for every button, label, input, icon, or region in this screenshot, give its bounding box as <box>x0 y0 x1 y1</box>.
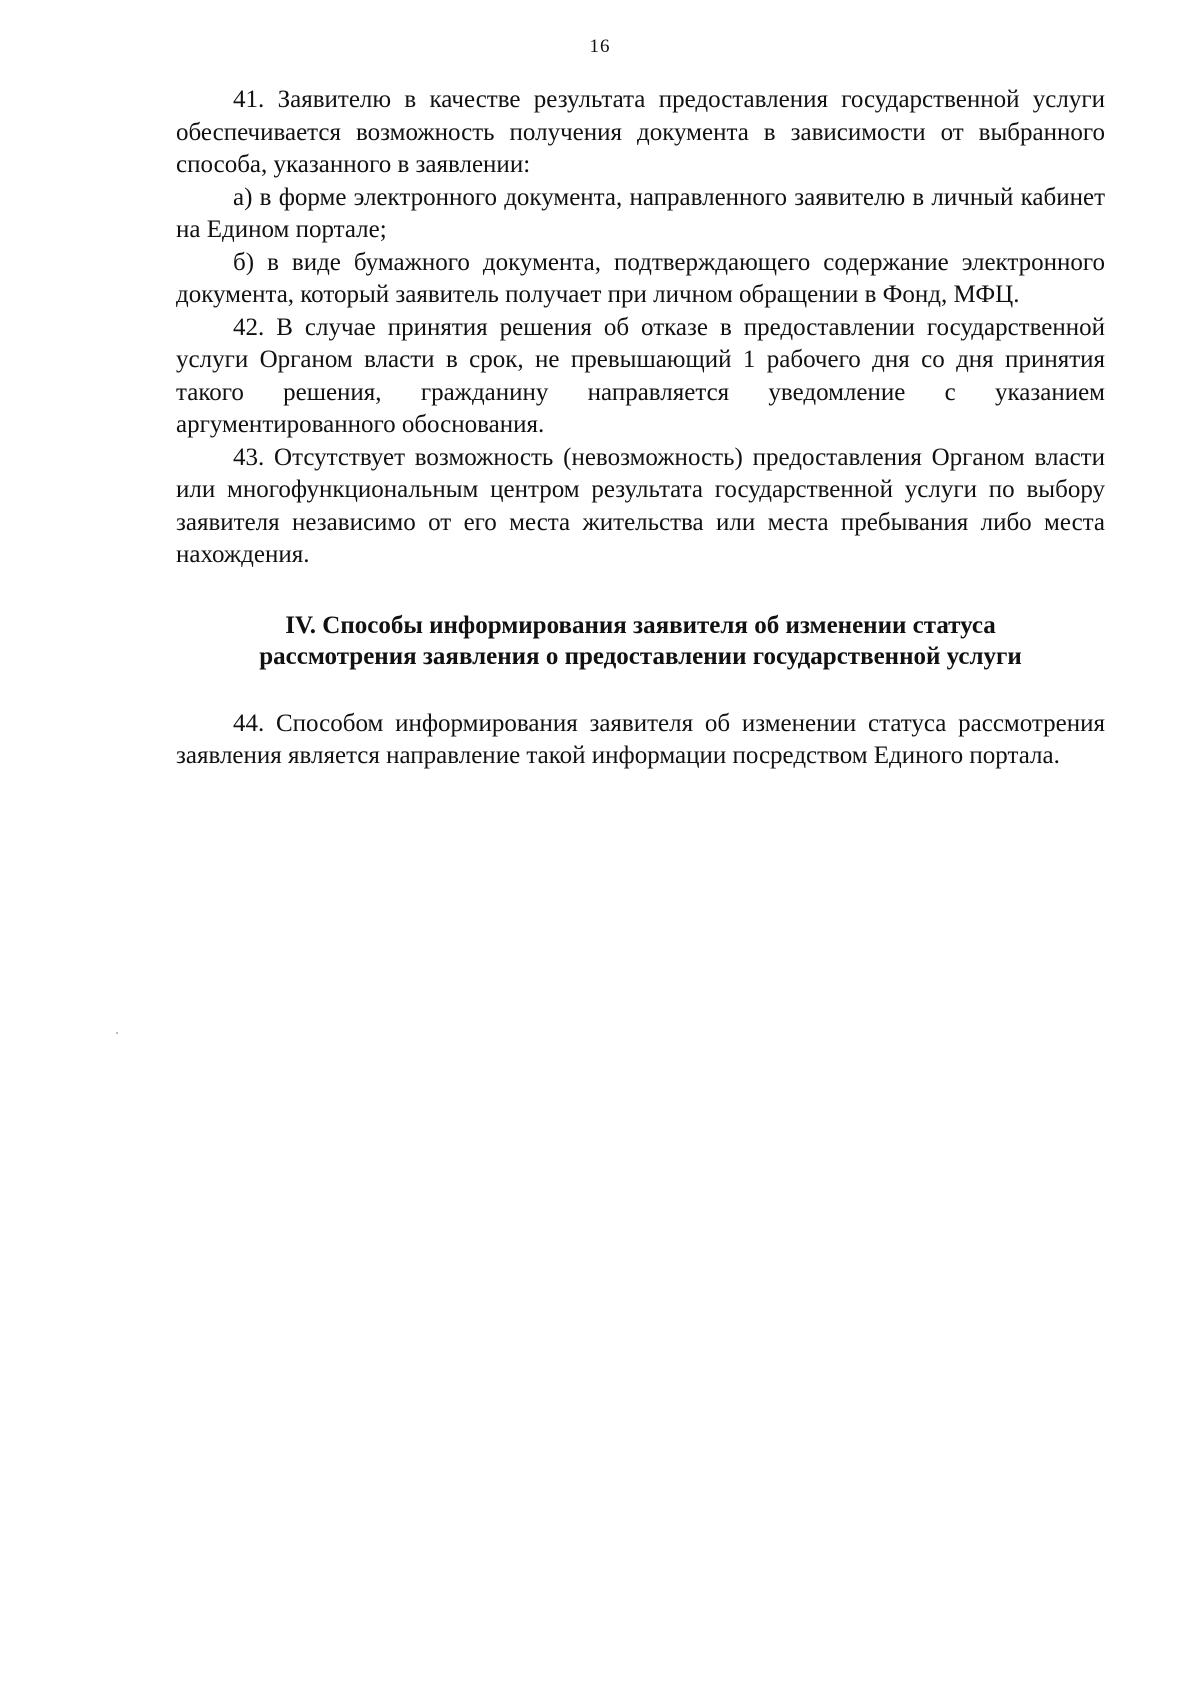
section-title: IV. Способы информирования заявителя об изменении статуса рассмотрения заявления о предоставлении государственной услуги <box>259 611 1022 670</box>
page-number: 16 <box>589 36 611 57</box>
paragraph-41: 41. Заявителю в качестве результата предоставления государственной услуги обеспечивается возможность получения документа в зависимости от выбранного способа, указанного в заявлении: <box>176 86 1105 178</box>
paragraph-41-b: б) в виде бумажного документа, подтверждающего содержание электронного документа, который заявитель получает при личном обращении в Фонд, МФЦ. <box>176 248 1105 308</box>
scan-speck <box>116 1032 118 1034</box>
document-body <box>176 84 1105 773</box>
paragraph-44: 44. Способом информирования заявителя об изменении статуса рассмотрения заявления является направление такой информации посредством Единого портала. <box>176 709 1105 769</box>
paragraph-41-a: а) в форме электронного документа, направленного заявителю в личный кабинет на Едином портале; <box>176 183 1105 243</box>
paragraph-42: 42. В случае принятия решения об отказе в предоставлении государственной услуги Органом власти в срок, не превышающий 1 рабочего дня со дня принятия такого решения, гражданину направляется уведомление с указанием аргументированного обоснования. <box>176 313 1105 438</box>
paragraph-43: 43. Отсутствует возможность (невозможность) предоставления Органом власти или многофункциональным центром результата государственной услуги по выбору заявителя независимо от его места жительства или места пребывания либо места нахождения. <box>176 443 1105 568</box>
